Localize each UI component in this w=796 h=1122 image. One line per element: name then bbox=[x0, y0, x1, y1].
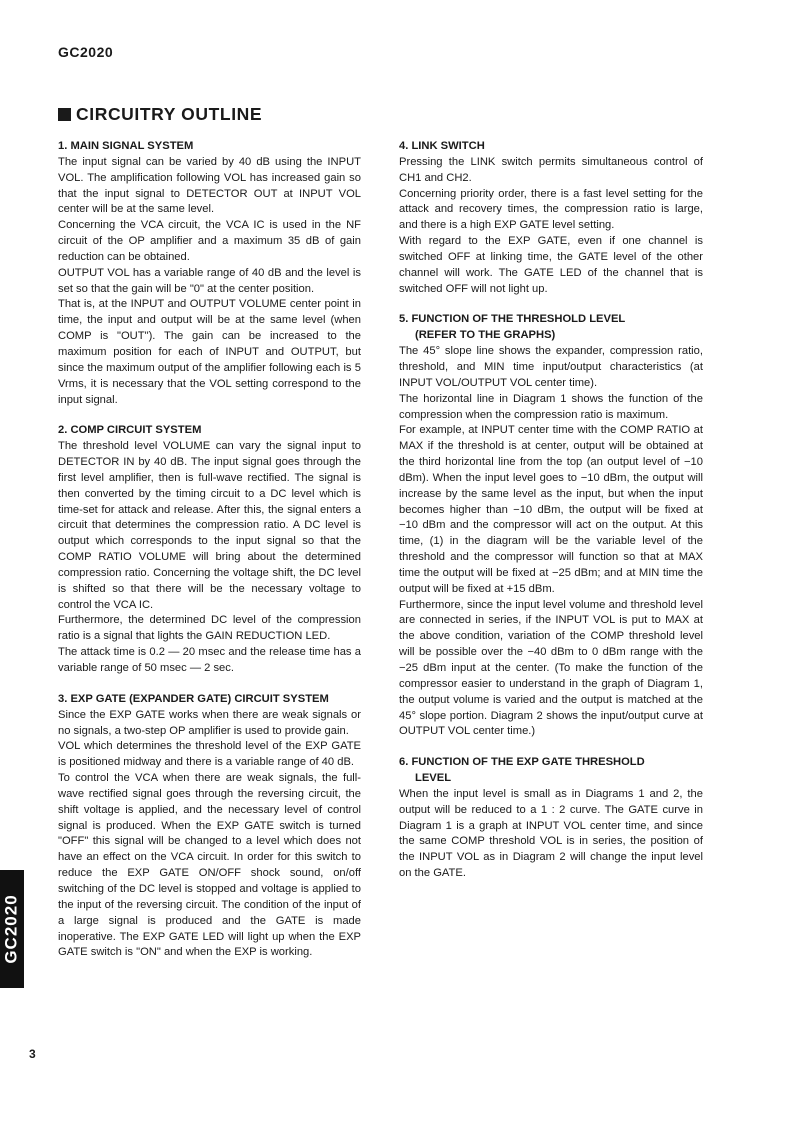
page-heading bbox=[58, 104, 262, 125]
paragraph: Concerning priority order, there is a fast level setting for the attack and recovery times, the compression ratio is large, and there is a high EXP GATE level setting. bbox=[399, 187, 703, 232]
paragraph: With regard to the EXP GATE, even if one channel is switched OFF at linking time, the GATE level of the other channel will work. The GATE LED of the channel that is switched OFF will not light up. bbox=[399, 235, 703, 295]
paragraph: The input signal can be varied by 40 dB using the INPUT VOL. The amplification following VOL has increased gain so that the input signal to DETECTOR OUT at INPUT VOL center will be at the same level. bbox=[58, 155, 361, 216]
left-column bbox=[58, 139, 361, 961]
section-exp-gate-threshold bbox=[399, 755, 703, 882]
section-title-line: 5. FUNCTION OF THE THRESHOLD LEVEL bbox=[399, 313, 626, 326]
paragraph: The threshold level VOLUME can vary the signal input to DETECTOR IN by 40 dB. The input signal goes through the first level amplifier, then is full-wave rectified. The signal is then converted by the timing circuit to a DC level which is time-set for attack and release. After this, the signal enters a circuit that determines the compression ratio. A DC level is output which corresponds to the input signal so that the COMP RATIO VOLUME will bring about the determined compression ratio. Concerning the voltage shift, the DC level is shifted so that there will be the necessary voltage to control the VCA IC. bbox=[58, 440, 361, 611]
section-title: 3. EXP GATE (EXPANDER GATE) CIRCUIT SYSTEM bbox=[58, 692, 329, 705]
paragraph: Furthermore, the determined DC level of the compression ratio is a signal that lights the GAIN REDUCTION LED. bbox=[58, 614, 361, 643]
paragraph: OUTPUT VOL has a variable range of 40 dB and the level is set so that the gain will be "0" at the center position. bbox=[58, 266, 361, 295]
section-title bbox=[399, 312, 703, 344]
model-header: GC2020 bbox=[58, 44, 114, 60]
section-title: 1. MAIN SIGNAL SYSTEM bbox=[58, 140, 194, 152]
paragraph: When the input level is small as in Diagrams 1 and 2, the output will be reduced to a 1 : 2 curve. The GATE curve in Diagram 1 is a graph at INPUT VOL center time, and since the same COMP threshold VOL is in series, the position of the INPUT VOL as in Diagram 2 will change the input level on the GATE. bbox=[399, 787, 703, 880]
section-threshold-level bbox=[399, 312, 703, 740]
square-bullet-icon bbox=[58, 108, 71, 121]
paragraph: Furthermore, since the input level volume and threshold level are connected in series, if the INPUT VOL is put to MAX at the above condition, variation of the COMP threshold level will be possible over the −40 dBm to 0 dBm range with the −25 dBm input at the center. (To make the function of the compressor easier to understand in the graph of Diagram 1, the output volume is varied and the output is matched at the 45° slope portion. Diagram 2 shows the input/output curve at OUTPUT VOL center time.) bbox=[399, 598, 703, 738]
page-number: 3 bbox=[29, 1047, 36, 1061]
section-main-signal bbox=[58, 139, 361, 408]
paragraph: The attack time is 0.2 — 20 msec and the release time has a variable range of 50 msec — 2 sec. bbox=[58, 646, 361, 674]
side-tab bbox=[0, 870, 24, 988]
section-title-line: (REFER TO THE GRAPHS) bbox=[415, 329, 556, 342]
paragraph: The 45° slope line shows the expander, compression ratio, threshold, and MIN time input/output characteristics (at INPUT VOL/OUTPUT VOL center time). bbox=[399, 345, 703, 389]
section-comp-circuit bbox=[58, 423, 361, 677]
paragraph: For example, at INPUT center time with the COMP RATIO at MAX if the threshold is at center, output will be obtained at the third horizontal line from the top (an output level of −10 dBm). When the input level goes to −10 dBm, the output will increase by the same level as the input, but when the input becomes higher than −10 dBm, the output will be fixed at −10 dBm and the compressor will act on the output. At this time, (1) in the diagram will be the variable level of the threshold and the compressor will function so that at MAX time the output will be fixed at −25 dBm; and at MIN time the output will be fixed at +15 dBm. bbox=[399, 424, 703, 595]
page-heading-text: CIRCUITRY OUTLINE bbox=[76, 104, 263, 124]
paragraph: Pressing the LINK switch permits simultaneous control of CH1 and CH2. bbox=[399, 155, 703, 184]
section-exp-gate bbox=[58, 692, 361, 961]
right-column bbox=[399, 139, 703, 882]
paragraph: The horizontal line in Diagram 1 shows the function of the compression when the compression ratio is maximum. bbox=[399, 392, 703, 421]
section-title-line: LEVEL bbox=[415, 772, 452, 785]
paragraph: Since the EXP GATE works when there are weak signals or no signals, a two-step OP amplifier is used to provide gain. bbox=[58, 708, 361, 737]
paragraph: VOL which determines the threshold level of the EXP GATE is positioned midway and there is a variable range of 40 dB. bbox=[58, 740, 361, 769]
section-title bbox=[399, 755, 703, 787]
paragraph: Concerning the VCA circuit, the VCA IC is used in the NF circuit of the OP amplifier and a maximum 35 dB of gain reduction can be obtained. bbox=[58, 219, 361, 263]
paragraph: To control the VCA when there are weak signals, the full-wave rectified signal goes through the reversing circuit, the shift voltage is applied, and the necessary level of control signal is produced. When the EXP GATE switch is turned "OFF" this signal will be changed to a level which does not have an effect on the VCA circuit. In order for this switch to reduce the EXP GATE ON/OFF shock sound, on/off switching of the DC level is stopped and voltage is applied to the input of the reversing circuit. The condition of the input of a large signal is produced and the GATE is made inoperative. The EXP GATE LED will light up when the EXP GATE switch is "ON" and when the EXP is working. bbox=[58, 772, 361, 959]
section-title-line: 6. FUNCTION OF THE EXP GATE THRESHOLD bbox=[399, 756, 645, 769]
section-title: 2. COMP CIRCUIT SYSTEM bbox=[58, 424, 202, 437]
section-link-switch bbox=[399, 139, 703, 297]
paragraph: That is, at the INPUT and OUTPUT VOLUME center point in time, the input and output will be at the same level (when COMP is "OUT"). The gain can be increased to the maximum position for each of INPUT and OUTPUT, but since the maximum output of the amplifier following each is 5 Vrms, it is necessary that the VOL setting correspond to the input signal. bbox=[58, 298, 361, 406]
side-tab-label: GC2020 bbox=[2, 894, 22, 964]
section-title: 4. LINK SWITCH bbox=[399, 140, 485, 152]
